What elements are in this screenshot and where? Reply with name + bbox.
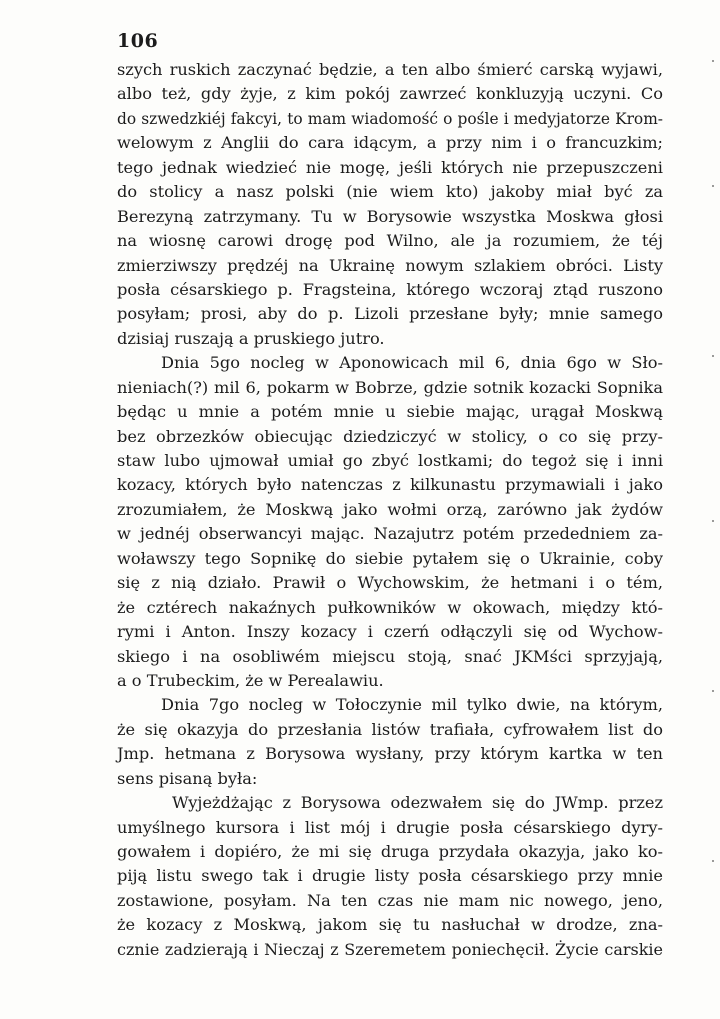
text-line: Wyjeżdżając z Borysowa odezwałem się do JWmp. przez [172,793,663,813]
text-line: staw lubo ujmował umiał go zbyć lostkami; do tegoż się i inni [117,451,663,470]
text-line: do szwedzkiéj fakcyi, to mam wiadomość o pośle i medyjatorze Krom- [117,109,663,128]
scan-speck [712,355,714,357]
text-line: piją listu swego tak i drugie listy posła césarskiego przy mnie [117,866,663,886]
text-line: posła césarskiego p. Fragsteina, którego wczoraj ztąd ruszono [117,279,663,299]
text-line: Dnia 7go nocleg w Tołoczynie mil tylko dwie, na którym, [161,695,663,715]
scan-speck [712,185,714,187]
text-line: nieniach(?) mil 6, pokarm w Bobrze, gdzie sotnik kozacki Sopnika [117,377,663,397]
text-line: do stolicy a nasz polski (nie wiem kto) jakoby miał być za [117,182,663,202]
text-line: na wiosnę carowi drogę pod Wilno, ale ja rozumiem, że téj [117,231,663,251]
scan-speck [712,520,714,522]
text-line: zrozumiałem, że Moskwą jako wołmi orzą, zarówno jak żydów [117,499,663,519]
text-line: sens pisaną była: [117,768,258,788]
page-number: 106 [117,30,159,52]
text-line: a o Trubeckim, że w Perealawiu. [117,670,384,690]
scan-speck [712,60,714,62]
text-line: bez obrzezków obiecując dziedziczyć w stolicy, o co się przy- [117,426,663,446]
text-line: rymi i Anton. Inszy kozacy i czerń odłączyli się od Wychow- [117,622,663,642]
text-line: albo też, gdy żyje, z kim pokój zawrzeć konkluzyją uczyni. Co [117,84,663,104]
text-line: że kozacy z Moskwą, jakom się tu nasłuchał w drodze, zna- [117,915,663,935]
text-line: Jmp. hetmana z Borysowa wysłany, przy którym kartka w ten [117,744,663,764]
text-line: posyłam; prosi, aby do p. Lizoli przesłane były; mnie samego [117,304,663,324]
text-line: umyślnego kursora i list mój i drugie posła césarskiego dyry- [117,817,663,837]
text-line: że się okazyja do przesłania listów trafiała, cyfrowałem list do [117,719,663,739]
text-line: się z nią działo. Prawił o Wychowskim, że hetmani i o tém, [117,573,663,593]
text-line: będąc u mnie a potém mnie u siebie mając, urągał Moskwą [117,402,663,422]
text-line: zmierziwszy prędzéj na Ukrainę nowym szlakiem obróci. Listy [117,255,663,275]
text-line: szych ruskich zaczynać będzie, a ten albo śmierć carską wyjawi, [117,60,663,79]
text-line: skiego i na osobliwém miejscu stoją, snać JKMści sprzyjają, [117,646,663,666]
text-line: zostawione, posyłam. Na ten czas nie mam nic nowego, jeno, [117,890,663,910]
text-line: w jednéj obserwancyi mając. Nazajutrz potém przededniem za- [117,524,663,544]
text-line: kozacy, których było natenczas z kilkunastu przymawiali i jako [117,475,663,495]
scan-speck [712,860,714,862]
text-line: dzisiaj ruszają a pruskiego jutro. [117,328,385,348]
text-line: cznie zadzierają i Nieczaj z Szeremetem poniechęcił. Życie carskie [117,939,663,959]
text-line: welowym z Anglii do cara idącym, a przy nim i o francuzkim; [117,133,663,153]
text-line: Dnia 5go nocleg w Aponowicach mil 6, dnia 6go w Sło- [161,353,663,373]
text-line: woławszy tego Sopnikę do siebie pytałem się o Ukrainie, coby [117,548,663,568]
text-line: gowałem i dopiéro, że mi się druga przydała okazyja, jako ko- [117,842,663,861]
body-text [117,58,663,962]
scan-speck [712,690,714,692]
text-line: że cztérech nakaźnych pułkowników w okowach, między któ- [117,597,663,617]
text-line: tego jednak wiedzieć nie mogę, jeśli których nie przepuszczeni [117,157,663,177]
text-line: Berezyną zatrzymany. Tu w Borysowie wszystka Moskwa głosi [117,206,663,226]
